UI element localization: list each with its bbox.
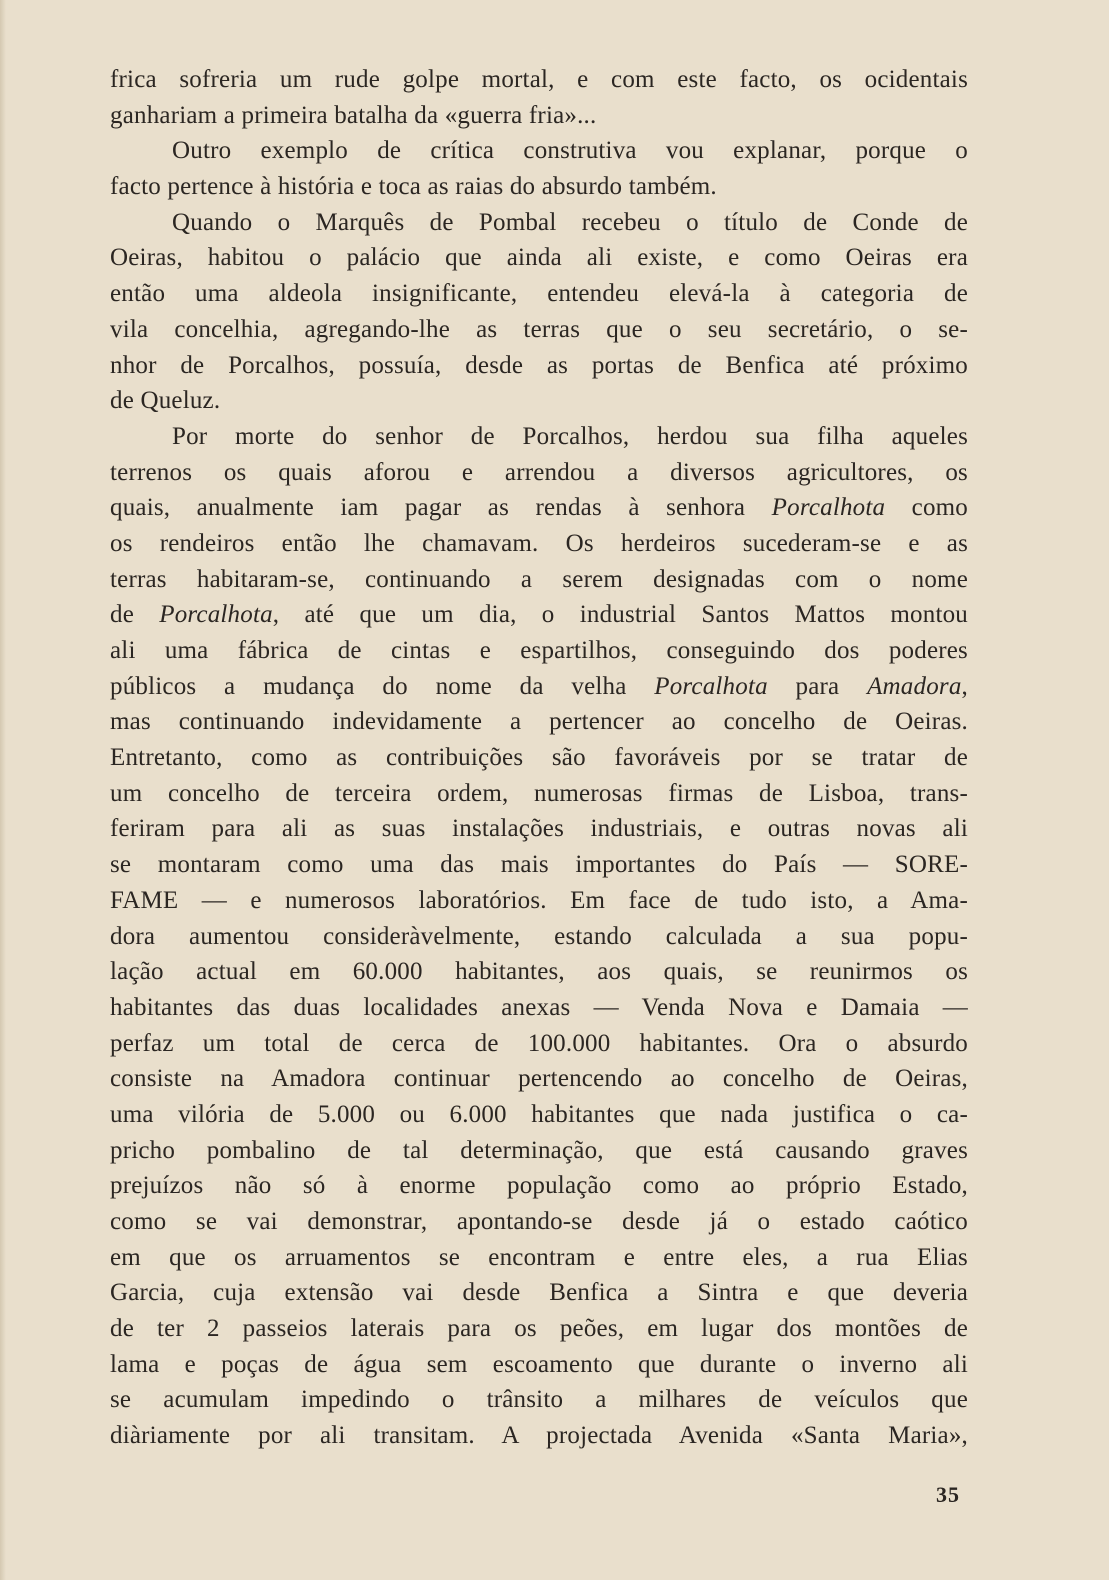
text-line: lama e poças de água sem escoamento que durante o inverno ali — [110, 1350, 968, 1378]
text-line: uma vilória de 5.000 ou 6.000 habitantes que nada justifica o ca- — [110, 1100, 968, 1128]
text-line: vila concelhia, agregando-lhe as terras que o seu secretário, o se- — [110, 315, 968, 343]
text-line: perfaz um total de cerca de 100.000 habitantes. Ora o absurdo — [110, 1029, 968, 1057]
text-line: Oeiras, habitou o palácio que ainda ali existe, e como Oeiras era — [110, 244, 968, 272]
text-line: Quando o Marquês de Pombal recebeu o título de Conde de — [172, 208, 968, 236]
text-line: consiste na Amadora continuar pertencendo ao concelho de Oeiras, — [110, 1065, 968, 1093]
text-line: prejuízos não só à enorme população como ao próprio Estado, — [110, 1172, 968, 1200]
text-line: ganhariam a primeira batalha da «guerra fria»... — [110, 101, 597, 129]
text-line: pricho pombalino de tal determinação, que está causando graves — [110, 1136, 968, 1164]
text-line: diàriamente por ali transitam. A projectada Avenida «Santa Maria», — [110, 1422, 968, 1450]
text-line: os rendeiros então lhe chamavam. Os herdeiros sucederam-se e as — [110, 529, 968, 557]
text-line: FAME — e numerosos laboratórios. Em face de tudo isto, a Ama- — [110, 886, 968, 914]
text-line: de ter 2 passeios laterais para os peões, em lugar dos montões de — [110, 1315, 968, 1343]
text-line: Entretanto, como as contribuições são favoráveis por se tratar de — [110, 744, 968, 772]
body-text — [110, 62, 968, 1454]
text-line: mas continuando indevidamente a pertencer ao concelho de Oeiras. — [110, 708, 968, 736]
text-line: frica sofreria um rude golpe mortal, e com este facto, os ocidentais — [110, 66, 968, 93]
text-line: em que os arruamentos se encontram e entre eles, a rua Elias — [110, 1243, 968, 1271]
text-line: nhor de Porcalhos, possuía, desde as portas de Benfica até próximo — [110, 351, 968, 379]
text-line: feriram para ali as suas instalações industriais, e outras novas ali — [110, 815, 968, 843]
text-line: um concelho de terceira ordem, numerosas firmas de Lisboa, trans- — [110, 779, 968, 807]
text-line: quais, anualmente iam pagar as rendas à senhora Porcalhota como — [110, 494, 968, 522]
text-line: se montaram como uma das mais importantes do País — SORE- — [110, 851, 968, 879]
text-line: Garcia, cuja extensão vai desde Benfica a Sintra e que deveria — [110, 1279, 968, 1307]
text-line: como se vai demonstrar, apontando-se desde já o estado caótico — [110, 1208, 968, 1235]
text-line: Outro exemplo de crítica construtiva vou explanar, porque o — [172, 137, 968, 165]
text-line: habitantes das duas localidades anexas — Venda Nova e Damaia — — [110, 993, 968, 1021]
text-line: lação actual em 60.000 habitantes, aos quais, se reunirmos os — [110, 958, 968, 986]
page-edge — [0, 0, 6, 1580]
text-line: de Queluz. — [110, 387, 221, 415]
text-line: se acumulam impedindo o trânsito a milhares de veículos que — [110, 1386, 968, 1414]
text-line: então uma aldeola insignificante, entendeu elevá-la à categoria de — [110, 280, 968, 308]
text-line: públicos a mudança do nome da velha Porcalhota para Amadora, — [110, 672, 968, 700]
text-line: facto pertence à história e toca as raias do absurdo também. — [110, 173, 717, 201]
text-line: dora aumentou consideràvelmente, estando calculada a sua popu- — [110, 922, 968, 950]
text-line: terrenos os quais aforou e arrendou a diversos agricultores, os — [110, 458, 968, 486]
text-line: ali uma fábrica de cintas e espartilhos, conseguindo dos poderes — [110, 637, 968, 664]
text-line: de Porcalhota, até que um dia, o industrial Santos Mattos montou — [110, 601, 968, 629]
text-line: terras habitaram-se, continuando a serem designadas com o nome — [110, 565, 968, 593]
text-line: Por morte do senhor de Porcalhos, herdou sua filha aqueles — [172, 422, 968, 450]
page-number: 35 — [936, 1482, 960, 1507]
